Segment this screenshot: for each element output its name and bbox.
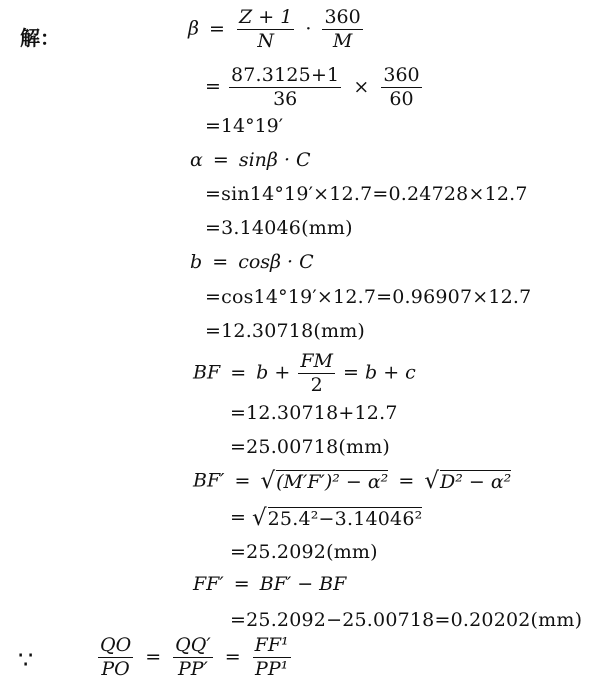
ffprime-symbol: FF′ (193, 573, 224, 595)
fraction-qo-over-po (98, 636, 133, 679)
equals-sign: = (230, 506, 246, 529)
bfprime-formula-line (193, 470, 511, 493)
fraction-denominator: PP¹ (255, 658, 289, 680)
square-root-body: D² − α² (439, 471, 512, 494)
fraction-denominator: PP′ (177, 658, 208, 680)
b-result-line: =12.30718(mm) (205, 320, 366, 342)
ffprime-formula-line (193, 575, 346, 594)
bf-calculation-line: =12.30718+12.7 (230, 402, 398, 424)
fraction-denominator: N (257, 30, 274, 52)
beta-definition-line (188, 8, 365, 51)
fraction-numerator: QO (100, 634, 132, 656)
fraction-numerator: 360 (383, 64, 420, 86)
fraction-qqprime-over-ppprime (173, 636, 212, 679)
fraction-numerator: QQ′ (175, 634, 211, 656)
equals-sign: = (205, 75, 221, 98)
alpha-symbol: α (190, 149, 203, 171)
dot-operator: · (305, 17, 312, 40)
ffprime-rhs: BF′ − BF (259, 573, 347, 595)
fraction-denominator: PO (101, 658, 130, 680)
beta-substitution-line (205, 66, 424, 109)
alpha-rhs: sinβ · C (238, 149, 311, 171)
alpha-calculation-line: =sin14°19′×12.7=0.24728×12.7 (205, 183, 528, 205)
bfprime-symbol: BF′ (193, 469, 225, 492)
fraction-numerator: FM (300, 350, 333, 372)
bf-symbol: BF (193, 361, 221, 384)
bfprime-calculation-line (230, 507, 422, 530)
beta-symbol: β (188, 17, 199, 40)
times-operator: × (353, 75, 370, 98)
bf-formula-line (193, 352, 416, 395)
solution-label: 解： (20, 26, 60, 50)
ffprime-calculation-line: =25.2092−25.00718=0.20202(mm) (230, 609, 583, 631)
square-root-sign: √ (251, 505, 267, 531)
equals-sign: = (224, 645, 241, 668)
square-root-body: (M′F′)² − α² (276, 471, 389, 494)
alpha-formula-line (190, 151, 311, 170)
fraction-denominator: 36 (273, 88, 298, 110)
bfprime-result-line: =25.2092(mm) (230, 541, 378, 563)
fraction-360-over-m (322, 8, 362, 51)
alpha-result-line: =3.14046(mm) (205, 217, 353, 239)
square-root-body: 25.4²−3.14046² (267, 508, 423, 531)
equals-sign: = (234, 469, 251, 492)
equals-sign: = (212, 251, 229, 273)
b-formula-line (190, 253, 314, 272)
b-calculation-line: =cos14°19′×12.7=0.96907×12.7 (205, 286, 532, 308)
equals-sign: = (209, 17, 225, 40)
therefore-symbol: ∵ (18, 646, 34, 674)
bf-result-line: =25.00718(mm) (230, 436, 391, 458)
fraction-numerator: FF¹ (254, 634, 289, 656)
b-plus-term: b + (256, 361, 291, 384)
beta-result-line: =14°19′ (205, 115, 284, 137)
fraction-z-plus-1-over-n (237, 8, 294, 51)
equals-sign: = (398, 469, 415, 492)
b-symbol: b (190, 251, 203, 273)
fraction-denominator: 60 (389, 88, 414, 110)
fraction-denominator: 2 (310, 374, 323, 396)
fraction-numerator: 360 (324, 6, 361, 28)
equals-sign: = (233, 573, 250, 595)
equals-sign: = (230, 361, 247, 384)
fraction-substituted (229, 66, 341, 109)
fraction-ff1-over-pp1 (253, 636, 291, 679)
fraction-numerator: 87.3125+1 (230, 64, 340, 86)
b-plus-c-term: = b + c (343, 361, 416, 384)
equals-sign: = (212, 149, 229, 171)
square-root-calculation (252, 507, 422, 530)
square-root-2 (424, 470, 511, 493)
b-rhs: cosβ · C (238, 251, 314, 273)
equals-sign: = (145, 645, 162, 668)
fraction-denominator: M (332, 30, 353, 52)
fraction-fm-over-2 (298, 352, 335, 395)
ratio-line (96, 636, 293, 679)
fraction-numerator: Z + 1 (239, 6, 293, 28)
fraction-360-over-60 (381, 66, 421, 109)
square-root-sign: √ (260, 468, 276, 494)
square-root-1 (260, 470, 388, 493)
square-root-sign: √ (424, 468, 439, 494)
